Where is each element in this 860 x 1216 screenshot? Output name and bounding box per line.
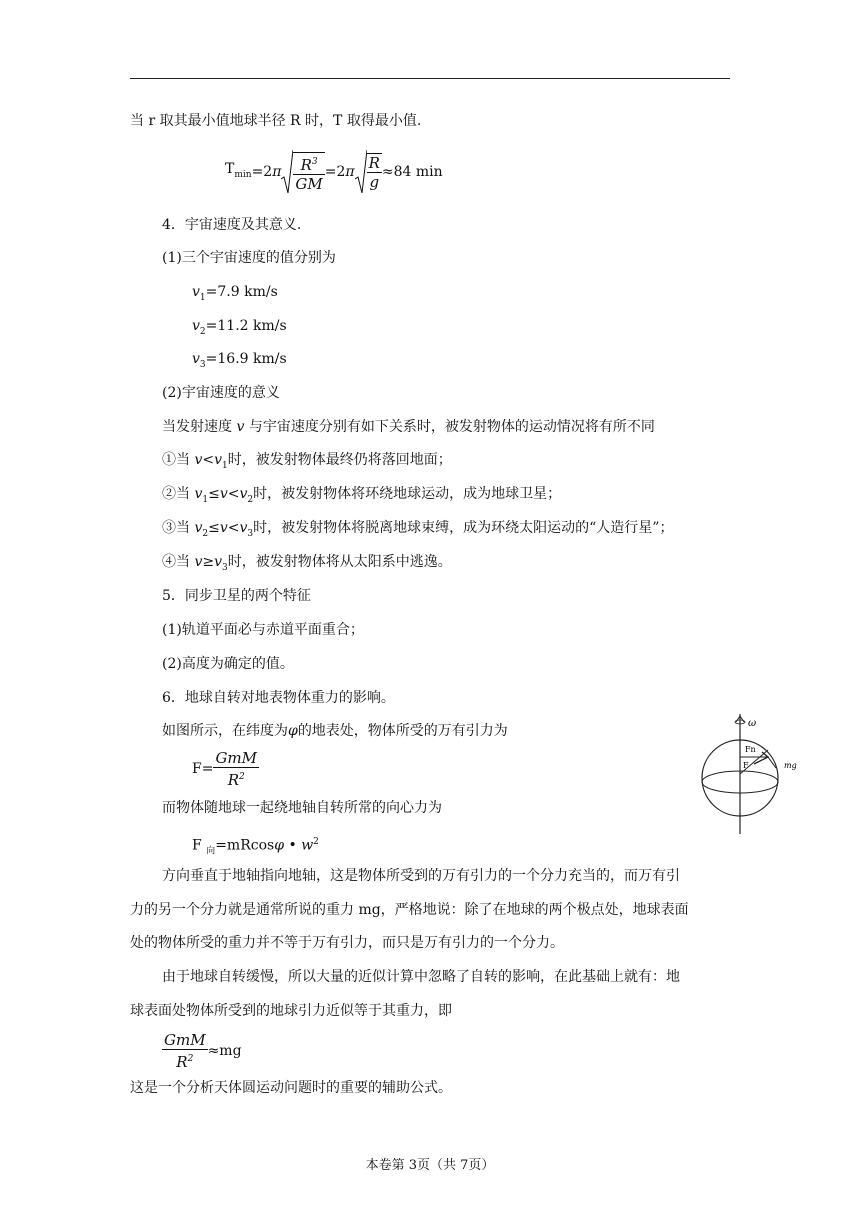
section-6-intro: 如图所示，在纬度为φ的地表处，物体所受的万有引力为 <box>162 723 508 739</box>
fn-label: Fn <box>745 745 756 754</box>
frac-den: GM <box>295 174 323 193</box>
paragraph-6c-line3: 处的物体所受的重力并不等于万有引力，而只是万有引力的一个分力。 <box>130 935 564 951</box>
tmin-eq2: =2 <box>324 164 346 180</box>
fraction-r3-gm <box>293 152 324 193</box>
omega-label: ω <box>748 718 757 729</box>
mg-label: mg <box>784 761 797 770</box>
radical-sign-icon <box>281 149 293 195</box>
header-rule <box>130 78 730 79</box>
sqrt-2 <box>355 149 382 195</box>
frac-num: $R^3$ <box>293 153 324 175</box>
frac-den-r2: $R^2$ <box>227 771 245 789</box>
force-vector-icon <box>754 752 768 764</box>
frac-den-r2-2: $R^2$ <box>176 1053 194 1071</box>
section-5-2: (2)高度为确定的值。 <box>162 656 294 672</box>
section-4-1: (1)三个宇宙速度的值分别为 <box>162 250 336 266</box>
case-2: ②当 $v_1\le v<v_2$时，被发射物体将环绕地球运动，成为地球卫星； <box>162 486 562 505</box>
frac-den-g: g <box>369 173 380 191</box>
tmin-eq: =2 <box>251 164 273 180</box>
radical-sign-icon <box>355 149 367 195</box>
f-lhs: F= <box>192 761 214 777</box>
earth-rotation-figure <box>696 712 816 836</box>
approx-rhs: ≈mg <box>207 1043 242 1059</box>
paragraph-line1: 当 r 取其最小值地球半径 R 时，T 取得最小值. <box>130 113 422 129</box>
v3-value: $v_3=16.9$ km/s <box>192 351 287 370</box>
fraction-gmm-r2 <box>213 749 259 789</box>
section-4-heading: 4．宇宙速度及其意义. <box>162 217 302 233</box>
section-4-2: (2)宇宙速度的意义 <box>162 385 280 401</box>
approx-formula <box>162 1030 242 1072</box>
fraction-r-g <box>367 153 382 191</box>
centripetal-formula: F $_向$=mRcosφ • $w^2$ <box>192 837 319 857</box>
frac-num-gmm-2: GmM <box>164 1031 206 1049</box>
case-4: ④当 $v\ge v_3$时，被发射物体将从太阳系中逃逸。 <box>162 554 452 573</box>
section-5-1: (1)轨道平面必与赤道平面重合； <box>162 622 364 638</box>
case-3: ③当 $v_2\le v<v_3$时，被发射物体将脱离地球束缚，成为环绕太阳运动的“人造行星”； <box>162 520 674 539</box>
section-6-heading: 6．地球自转对地表物体重力的影响。 <box>162 690 395 706</box>
paragraph-last: 这是一个分析天体圆运动问题时的重要的辅助公式。 <box>130 1080 452 1096</box>
frac-num-gmm: GmM <box>215 749 258 767</box>
tmin-result: ≈84 min <box>381 164 443 180</box>
pi-symbol-2: π <box>345 164 355 180</box>
paragraph-6d-line2: 球表面处物体所受到的地球引力近似等于其重力，即 <box>130 1003 452 1019</box>
paragraph-6c-line1: 方向垂直于地轴指向地轴，这是物体所受到的万有引力的一个分力充当的，而万有引 <box>162 868 680 884</box>
fraction-gmm-r2-approx <box>162 1031 208 1071</box>
paragraph-6d-line1: 由于地球自转缓慢，所以大量的近似计算中忽略了自转的影响，在此基础上就有：地 <box>162 969 680 985</box>
gravity-formula <box>192 748 259 790</box>
tmin-label: $T_{min}$ <box>225 161 252 180</box>
page-footer: 本卷第 3页（共 7页） <box>365 1158 495 1173</box>
sqrt-1 <box>281 149 324 195</box>
section-5-heading: 5．同步卫星的两个特征 <box>162 588 311 604</box>
frac-num-r: R <box>368 154 380 172</box>
v1-value: $v_1=7.9$ km/s <box>192 284 278 303</box>
f-label: F <box>743 761 749 770</box>
intro-line: 当发射速度 v 与宇宙速度分别有如下关系时，被发射物体的运动情况将有所不同 <box>162 419 655 435</box>
centripetal-intro: 而物体随地球一起绕地轴自转所常的向心力为 <box>162 800 442 816</box>
paragraph-6c-line2: 力的另一个分力就是通常所说的重力 mg，严格地说：除了在地球的两个极点处，地球表面 <box>130 902 689 918</box>
v2-value: $v_2=11.2$ km/s <box>192 318 287 337</box>
pi-symbol: π <box>272 164 282 180</box>
tmin-formula <box>225 148 443 196</box>
case-1: ①当 $v<v_1$时，被发射物体最终仍将落回地面； <box>162 452 452 471</box>
